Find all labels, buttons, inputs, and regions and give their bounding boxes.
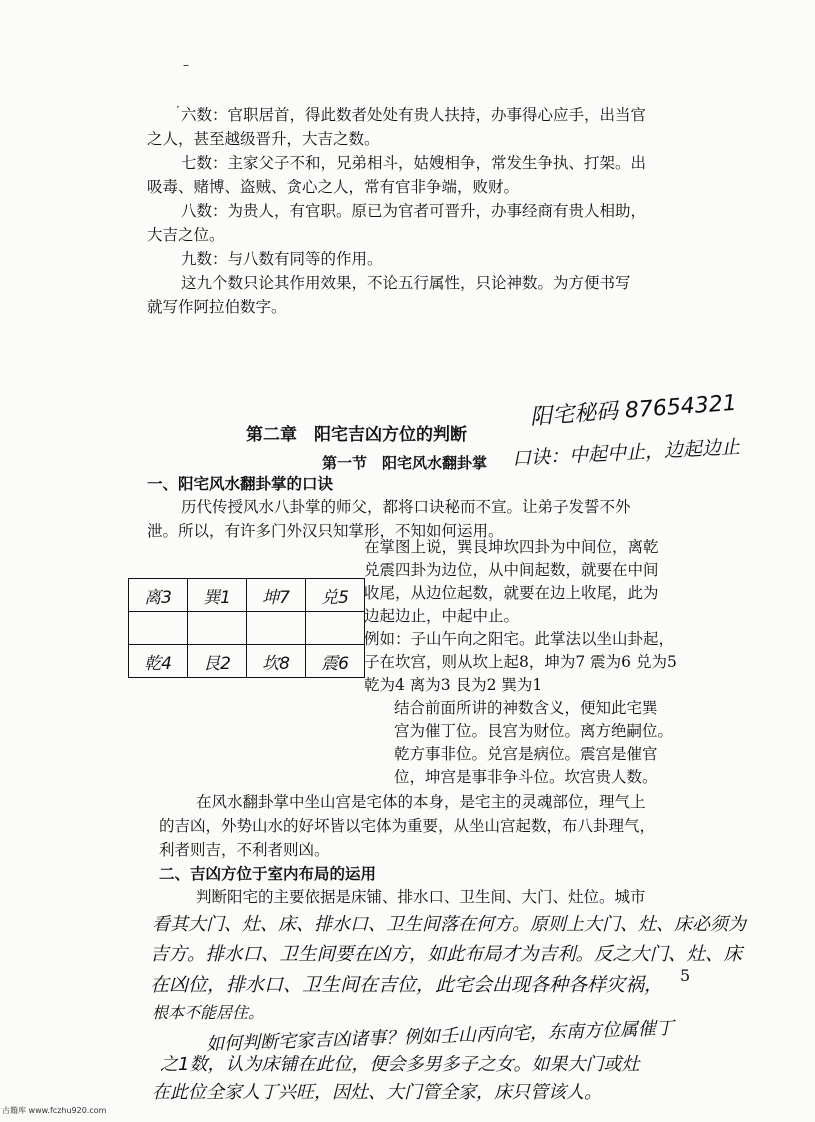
- text-line: 这九个数只论其作用效果，不论五行属性，只论神数。为方便书写: [181, 274, 631, 292]
- text-line: 宫为催丁位。艮宫为财位。离方绝嗣位。: [394, 722, 674, 740]
- grid-cell: 坎8: [247, 645, 306, 678]
- text-line: 判断阳宅的主要依据是床铺、排水口、卫生间、大门、灶位。城市: [196, 888, 646, 906]
- scan-mark: ·: [176, 100, 180, 114]
- text-line: 例如：子山午向之阳宅。此掌法以坐山卦起，: [364, 630, 675, 648]
- grid-cell: 兑5: [306, 579, 365, 612]
- text-line: 乾方事非位。兑宫是病位。震宫是催官: [394, 745, 658, 763]
- text-line: 六数：官职居首，得此数者处处有贵人扶持，办事得心应手，出当官: [181, 106, 647, 124]
- handwritten-line: 看其大门、灶、床、排水口、卫生间落在何方。原则上大门、灶、床必须为: [152, 914, 746, 935]
- handwritten-line: 如何判断宅家吉凶诸事？例如壬山丙向宅，东南方位属催丁: [205, 1017, 675, 1056]
- text-line: 位，坤宫是事非争斗位。坎宫贵人数。: [394, 768, 658, 786]
- scan-mark: –: [183, 58, 189, 72]
- text-line: 边起边止，中起中止。: [364, 607, 520, 625]
- text-line: 历代传授风水八卦掌的师父，都将口诀秘而不宣。让弟子发誓不外: [181, 498, 631, 516]
- text-line: 在风水翻卦掌中坐山宫是宅体的本身，是宅主的灵魂部位，理气上: [196, 793, 646, 811]
- text-line: 吸毒、赌博、盗贼、贪心之人，常有官非争端，败财。: [147, 178, 520, 196]
- grid-cell: [247, 612, 306, 645]
- grid-cell: 乾4: [129, 645, 188, 678]
- bagua-palm-grid: [128, 578, 365, 678]
- page-number: 5: [680, 966, 691, 985]
- text-line: 兑震四卦为边位，从中间起数，就要在中间: [364, 561, 659, 579]
- grid-cell: 离3: [129, 579, 188, 612]
- handwritten-line: 根本不能居住。: [152, 1003, 265, 1022]
- text-line: 结合前面所讲的神数含义，便知此宅巽: [394, 699, 658, 717]
- text-line: 利者则吉，不利者则凶。: [159, 841, 330, 859]
- grid-cell: [306, 612, 365, 645]
- grid-cell: [188, 612, 247, 645]
- grid-cell: 巽1: [188, 579, 247, 612]
- heading-1: 一、阳宅风水翻卦掌的口诀: [147, 474, 334, 493]
- handwritten-secret-code: 阳宅秘码 87654321: [529, 390, 738, 431]
- heading-2: 二、吉凶方位于室内布局的运用: [159, 864, 377, 883]
- text-line: 就写作阿拉伯数字。: [147, 298, 287, 316]
- grid-cell: 震6: [306, 645, 365, 678]
- handwritten-formula: 口诀：中起中止，边起边止: [511, 436, 741, 470]
- text-line: 九数：与八数有同等的作用。: [181, 250, 383, 268]
- text-line: 收尾，从边位起数，就要在边上收尾，此为: [364, 584, 659, 602]
- grid-cell: 坤7: [247, 579, 306, 612]
- chapter-title: 第二章 阳宅吉凶方位的判断: [246, 425, 467, 445]
- handwritten-line: 之1数，认为床铺在此位，便会多男多子之女。如果大门或灶: [160, 1054, 640, 1075]
- text-line: 的吉凶，外势山水的好坏皆以宅体为重要，从坐山宫起数，布八卦理气，: [159, 817, 656, 835]
- grid-cell: 艮2: [188, 645, 247, 678]
- handwritten-line: 吉方。排水口、卫生间要在凶方，如此布局才为吉利。反之大门、灶、床: [150, 944, 743, 965]
- text-line: 在掌图上说，巽艮坤坎四卦为中间位，离乾: [364, 538, 659, 556]
- text-line: 泄。所以，有许多门外汉只知掌形，不知如何运用。: [147, 522, 504, 540]
- text-line: 之人，甚至越级晋升，大吉之数。: [147, 130, 380, 148]
- text-line: 大吉之位。: [147, 226, 225, 244]
- text-line: 八数：为贵人，有官职。原已为官者可晋升，办事经商有贵人相助，: [181, 202, 647, 220]
- text-line: 七数：主家父子不和，兄弟相斗，姑嫂相争，常发生争执、打架。出: [181, 154, 647, 172]
- grid-cell: [129, 612, 188, 645]
- text-line: 子在坎宫，则从坎上起8，坤为7 震为6 兑为5: [364, 653, 677, 671]
- text-line: 乾为4 离为3 艮为2 巽为1: [364, 676, 543, 694]
- handwritten-line: 在凶位，排水口、卫生间在吉位，此宅会出现各种各样灾祸，: [150, 974, 664, 996]
- section-title: 第一节 阳宅风水翻卦掌: [322, 454, 488, 472]
- handwritten-line: 在此位全家人丁兴旺，因灶、大门管全家，床只管该人。: [152, 1082, 602, 1103]
- footer-watermark: 古籍库 www.fczhu920.com: [2, 1106, 107, 1115]
